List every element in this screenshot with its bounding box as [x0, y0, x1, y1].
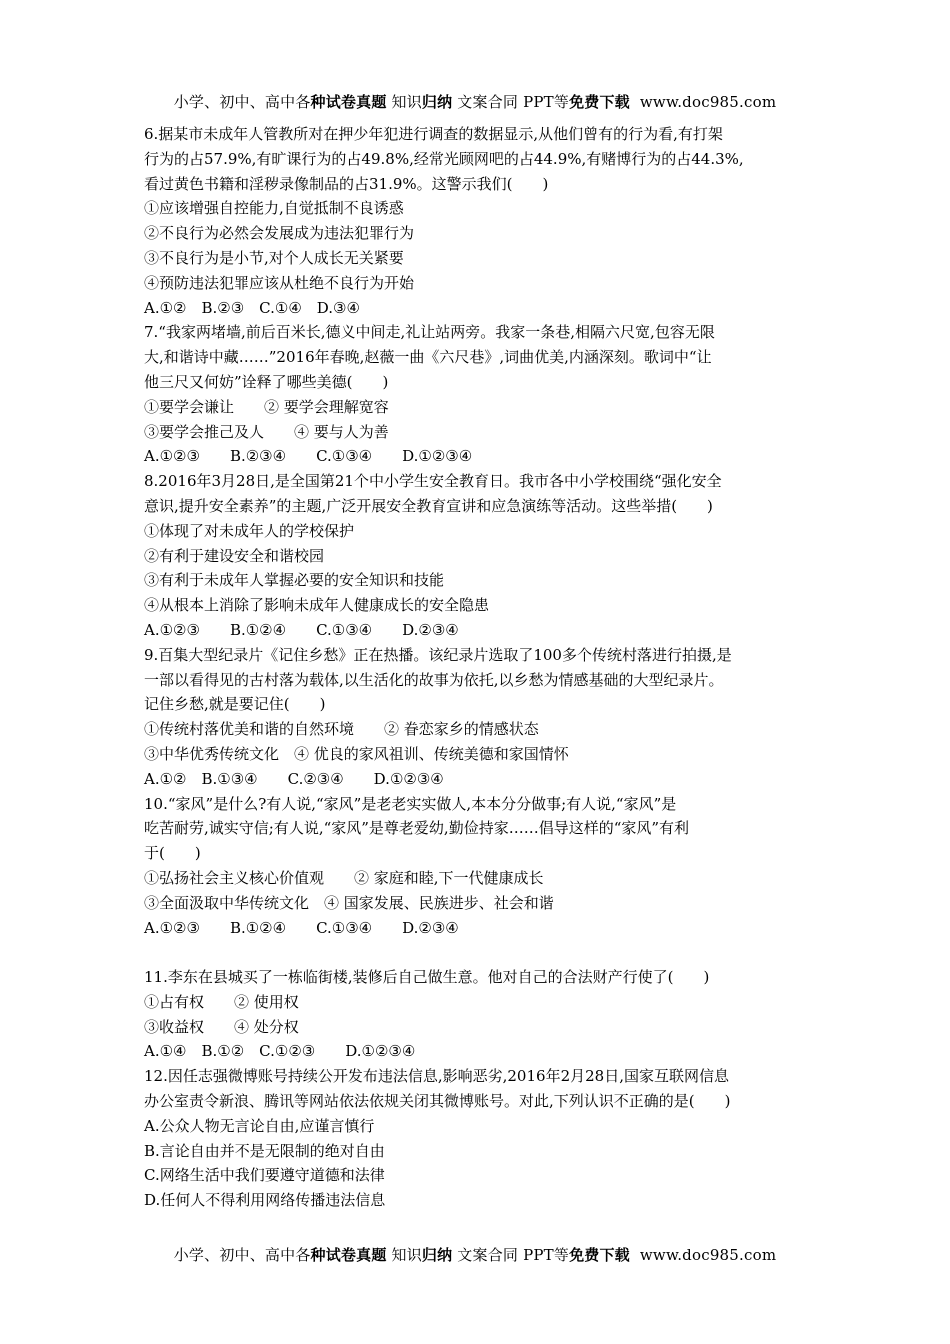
question-stem-line: 吃苦耐劳,诚实守信;有人说,“家风”是尊老爱幼,勤俭持家……倡导这样的“家风”有利	[144, 819, 690, 838]
question-stem-line: 12.因任志强微博账号持续公开发布违法信息,影响恶劣,2016年2月28日,国家互联网信息	[144, 1067, 729, 1086]
question-block	[144, 965, 824, 1064]
question-stem-line: 看过黄色书籍和淫秽录像制品的占31.9%。这警示我们( )	[144, 174, 549, 193]
answer-choices-line: A.①②③ B.①②④ C.①③④ D.②③④	[144, 620, 459, 639]
question-list	[144, 122, 824, 1213]
question-stem-line: 行为的占57.9%,有旷课行为的占49.8%,经常光顾网吧的占44.9%,有赌博行为的占44.3%,	[144, 149, 744, 168]
header-bold-1: 种试卷真题	[310, 93, 387, 111]
question-option-line: C.网络生活中我们要遵守道德和法律	[144, 1166, 385, 1185]
footer-prefix: 小学、初中、高中各	[173, 1246, 311, 1264]
question-stem-line: 8.2016年3月28日,是全国第21个中小学生安全教育日。我市各中小学校围绕“强化安全	[144, 472, 722, 491]
question-option-line: ④从根本上消除了影响未成年人健康成长的安全隐患	[144, 596, 490, 615]
question-stem-line: 6.据某市未成年人管教所对在押少年犯进行调查的数据显示,从他们曾有的行为看,有打架	[144, 125, 723, 143]
answer-choices-line: A.①④ B.①② C.①②③ D.①②③④	[144, 1042, 416, 1061]
page-header-banner	[0, 91, 950, 112]
question-option-line: ①体现了对未成年人的学校保护	[144, 521, 355, 540]
question-option-line: ①应该增强自控能力,自觉抵制不良诱惑	[144, 199, 404, 218]
question-block	[144, 1064, 824, 1213]
question-stem-line: 他三尺又何妨”诠释了哪些美德( )	[144, 372, 389, 391]
question-option-line: ①要学会谦让 ② 要学会理解宽容	[144, 397, 389, 416]
question-block	[144, 320, 824, 469]
question-block	[144, 469, 824, 643]
question-block	[144, 122, 824, 320]
blank-spacer	[144, 940, 824, 965]
question-option-line: ③中华优秀传统文化 ④ 优良的家风祖训、传统美德和家国情怀	[144, 744, 569, 763]
question-block	[144, 792, 824, 941]
question-option-line: ④预防违法犯罪应该从杜绝不良行为开始	[144, 273, 415, 292]
question-option-line: B.言论自由并不是无限制的绝对自由	[144, 1141, 385, 1160]
question-option-line: ③不良行为是小节,对个人成长无关紧要	[144, 248, 404, 267]
footer-url-link[interactable]: www.doc985.com	[639, 1246, 777, 1264]
question-option-line: ③收益权 ④ 处分权	[144, 1017, 299, 1036]
page-footer-banner	[0, 1244, 950, 1265]
question-option-line: ②有利于建设安全和谐校园	[144, 546, 325, 565]
header-bold-2: 归纳	[421, 93, 453, 111]
question-stem-line: 于( )	[144, 844, 201, 863]
question-option-line: A.公众人物无言论自由,应谨言慎行	[144, 1116, 375, 1135]
answer-choices-line: A.①② B.①③④ C.②③④ D.①②③④	[144, 769, 444, 788]
question-option-line: D.任何人不得利用网络传播违法信息	[144, 1191, 386, 1210]
question-stem-line: 大,和谐诗中藏……”2016年春晚,赵薇一曲《六尺巷》,词曲优美,内涵深刻。歌词中“让	[144, 348, 712, 367]
question-stem-line: 意识,提升安全素养”的主题,广泛开展安全教育宣讲和应急演练等活动。这些举措( )	[144, 496, 713, 515]
question-stem-line: 10.“家风”是什么?有人说,“家风”是老老实实做人,本本分分做事;有人说,“家风”是	[144, 794, 677, 813]
header-mid-2: 文案合同 PPT等	[452, 93, 570, 111]
question-option-line: ③全面汲取中华传统文化 ④ 国家发展、民族进步、社会和谐	[144, 893, 554, 912]
question-option-line: ①传统村落优美和谐的自然环境 ② 眷恋家乡的情感状态	[144, 720, 539, 739]
header-bold-3: 免费下载	[569, 93, 630, 111]
answer-choices-line: A.①② B.②③ C.①④ D.③④	[144, 298, 360, 317]
question-stem-line: 一部以看得见的古村落为载体,以生活化的故事为依托,以乡愁为情感基础的大型纪录片。	[144, 670, 724, 689]
question-option-line: ②不良行为必然会发展成为违法犯罪行为	[144, 224, 415, 243]
answer-choices-line: A.①②③ B.①②④ C.①③④ D.②③④	[144, 918, 459, 937]
footer-mid-1: 知识	[386, 1246, 422, 1264]
question-option-line: ①占有权 ② 使用权	[144, 992, 299, 1011]
question-block	[144, 643, 824, 792]
question-stem-line: 11.李东在县城买了一栋临街楼,装修后自己做生意。他对自己的合法财产行使了( )	[144, 968, 710, 987]
header-mid-1: 知识	[386, 93, 422, 111]
question-option-line: ③有利于未成年人掌握必要的安全知识和技能	[144, 571, 445, 590]
header-prefix: 小学、初中、高中各	[173, 93, 311, 111]
answer-choices-line: A.①②③ B.②③④ C.①③④ D.①②③④	[144, 447, 473, 466]
footer-bold-2: 归纳	[421, 1246, 453, 1264]
question-stem-line: 7.“我家两堵墙,前后百米长,德义中间走,礼让站两旁。我家一条巷,相隔六尺宽,包容无限	[144, 323, 715, 342]
question-option-line: ③要学会推己及人 ④ 要与人为善	[144, 422, 389, 441]
footer-bold-1: 种试卷真题	[310, 1246, 387, 1264]
question-stem-line: 9.百集大型纪录片《记住乡愁》正在热播。该纪录片选取了100多个传统村落进行拍摄,是	[144, 645, 732, 664]
header-url-link[interactable]: www.doc985.com	[639, 93, 777, 111]
footer-mid-2: 文案合同 PPT等	[452, 1246, 570, 1264]
question-option-line: ①弘扬社会主义核心价值观 ② 家庭和睦,下一代健康成长	[144, 868, 544, 887]
question-stem-line: 记住乡愁,就是要记住( )	[144, 695, 326, 714]
footer-bold-3: 免费下载	[569, 1246, 630, 1264]
question-stem-line: 办公室责令新浪、腾讯等网站依法依规关闭其微博账号。对此,下列认识不正确的是( )	[144, 1092, 731, 1111]
